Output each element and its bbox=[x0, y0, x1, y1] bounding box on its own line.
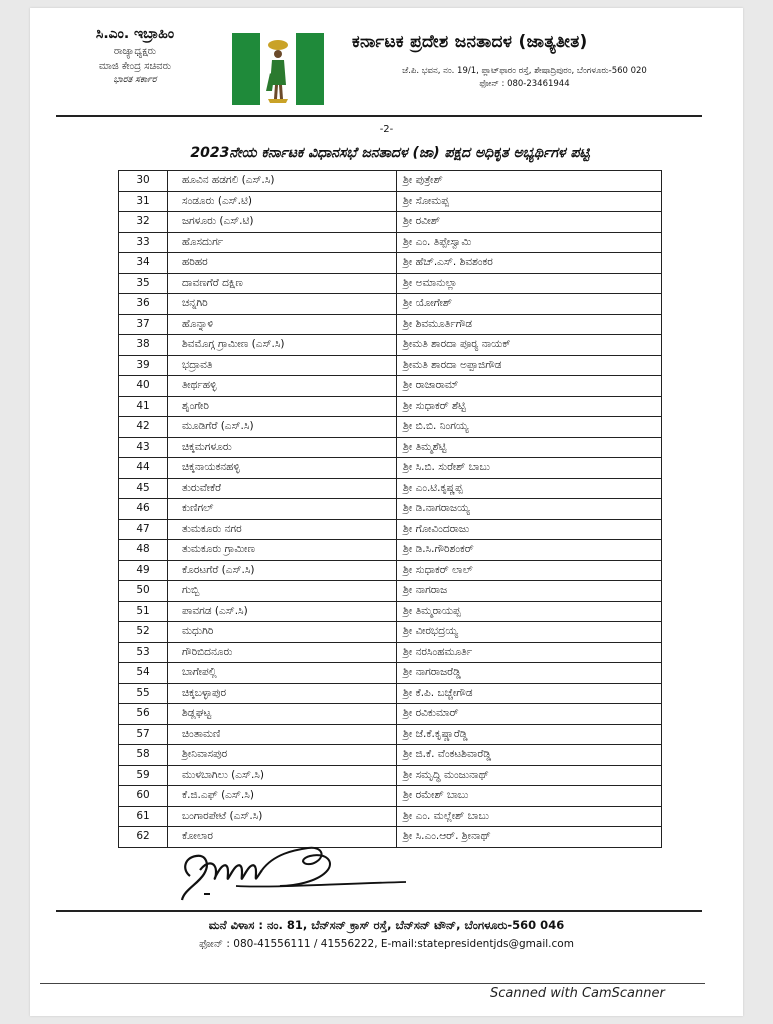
constituency-cell: ಸಂಡೂರು (ಎಸ್.ಟಿ) bbox=[168, 191, 397, 212]
footer-divider bbox=[56, 910, 702, 912]
constituency-cell: ಪಾವಗಡ (ಎಸ್.ಸಿ) bbox=[168, 601, 397, 622]
candidate-name-cell: ಶ್ರೀ ಸುಧಾಕರ್ ಶೆಟ್ಟಿ bbox=[397, 396, 662, 417]
candidate-name-cell: ಶ್ರೀ ತಿಮ್ಮಶೆಟ್ಟಿ bbox=[397, 437, 662, 458]
candidate-name-cell: ಶ್ರೀ ಹೆಚ್.ಎಸ್. ಶಿವಶಂಕರ bbox=[397, 253, 662, 274]
party-name: ಕರ್ನಾಟಕ ಪ್ರದೇಶ ಜನತಾದಳ (ಜಾತ್ಯತೀತ) bbox=[352, 32, 588, 52]
candidate-name-cell: ಶ್ರೀ ಸಿ.ಎಂ.ಆರ್. ಶ್ರೀನಾಥ್ bbox=[397, 827, 662, 848]
serial-number: 56 bbox=[119, 704, 168, 725]
table-row bbox=[119, 458, 662, 479]
candidate-name-cell: ಶ್ರೀ ರಮೇಶ್ ಬಾಬು bbox=[397, 786, 662, 807]
constituency-cell: ಭದ್ರಾವತಿ bbox=[168, 355, 397, 376]
constituency-cell: ಚಿಕ್ಕನಾಯಕನಹಳ್ಳಿ bbox=[168, 458, 397, 479]
former-minister: ಮಾಜಿ ಕೇಂದ್ರ ಸಚಿವರು bbox=[98, 61, 172, 72]
page-bottom-line bbox=[40, 983, 705, 984]
party-phone: ಫೋನ್ : 080-23461944 bbox=[479, 79, 570, 89]
serial-number: 48 bbox=[119, 540, 168, 561]
serial-number: 53 bbox=[119, 642, 168, 663]
constituency-cell: ಬಾಗೇಪಲ್ಲಿ bbox=[168, 663, 397, 684]
constituency-cell: ಕೊರಟಗೆರೆ (ಎಸ್.ಸಿ) bbox=[168, 560, 397, 581]
constituency-cell: ಶಿವಮೊಗ್ಗ ಗ್ರಾಮೀಣ (ಎಸ್.ಸಿ) bbox=[168, 335, 397, 356]
serial-number: 39 bbox=[119, 355, 168, 376]
table-row bbox=[119, 499, 662, 520]
table-row bbox=[119, 540, 662, 561]
constituency-cell: ಗೌರಿಬಿದನೂರು bbox=[168, 642, 397, 663]
constituency-cell: ಶಿಡ್ಲಘಟ್ಟ bbox=[168, 704, 397, 725]
letterhead-right bbox=[352, 32, 697, 89]
serial-number: 46 bbox=[119, 499, 168, 520]
header-divider bbox=[56, 115, 702, 117]
camscanner-watermark: Scanned with CamScanner bbox=[490, 986, 665, 1001]
constituency-cell: ಹೊನ್ನಾಳಿ bbox=[168, 314, 397, 335]
serial-number: 33 bbox=[119, 232, 168, 253]
table-row bbox=[119, 704, 662, 725]
table-row bbox=[119, 355, 662, 376]
serial-number: 36 bbox=[119, 294, 168, 315]
table-row bbox=[119, 642, 662, 663]
serial-number: 54 bbox=[119, 663, 168, 684]
constituency-cell: ತೀರ್ಥಹಳ್ಳಿ bbox=[168, 376, 397, 397]
serial-number: 44 bbox=[119, 458, 168, 479]
serial-number: 35 bbox=[119, 273, 168, 294]
candidate-name-cell: ಶ್ರೀಮತಿ ಶಾರದಾ ಅಪ್ಪಾಜಿಗೌಡ bbox=[397, 355, 662, 376]
government-of-india: ಭಾರತ ಸರ್ಕಾರ bbox=[113, 75, 157, 85]
candidate-name-cell: ಶ್ರೀ ಯೋಗೇಶ್ bbox=[397, 294, 662, 315]
constituency-cell: ಶೃಂಗೇರಿ bbox=[168, 396, 397, 417]
serial-number: 52 bbox=[119, 622, 168, 643]
constituency-cell: ಗುಬ್ಬಿ bbox=[168, 581, 397, 602]
table-row bbox=[119, 622, 662, 643]
table-row bbox=[119, 191, 662, 212]
serial-number: 51 bbox=[119, 601, 168, 622]
table-row bbox=[119, 478, 662, 499]
table-row bbox=[119, 745, 662, 766]
candidate-name-cell: ಶ್ರೀ ಸಿ.ಬಿ. ಸುರೇಶ್ ಬಾಬು bbox=[397, 458, 662, 479]
candidate-name-cell: ಶ್ರೀ ಜಿ.ಕೆ. ವೆಂಕಟಶಿವಾರೆಡ್ಡಿ bbox=[397, 745, 662, 766]
table-row bbox=[119, 376, 662, 397]
table-row bbox=[119, 581, 662, 602]
candidate-name-cell: ಶ್ರೀ ಗೋವಿಂದರಾಜು bbox=[397, 519, 662, 540]
constituency-cell: ಮುಳಬಾಗಿಲು (ಎಸ್.ಸಿ) bbox=[168, 765, 397, 786]
serial-number: 34 bbox=[119, 253, 168, 274]
constituency-cell: ಕೋಲಾರ bbox=[168, 827, 397, 848]
candidate-name-cell: ಶ್ರೀಮತಿ ಶಾರದಾ ಪೂರ್‍ಯ ನಾಯಕ್ bbox=[397, 335, 662, 356]
constituency-cell: ಹೊಸದುರ್ಗ bbox=[168, 232, 397, 253]
constituency-cell: ಹರಿಹರ bbox=[168, 253, 397, 274]
table-row bbox=[119, 273, 662, 294]
signature-icon bbox=[176, 842, 412, 908]
candidate-name-cell: ಶ್ರೀ ನಾಗರಾಜರೆಡ್ಡಿ bbox=[397, 663, 662, 684]
president-name: ಸಿ.ಎಂ. ಇಬ್ರಾಹಿಂ bbox=[95, 26, 175, 42]
serial-number: 32 bbox=[119, 212, 168, 233]
table-row bbox=[119, 212, 662, 233]
constituency-cell: ಮಧುಗಿರಿ bbox=[168, 622, 397, 643]
table-row bbox=[119, 396, 662, 417]
constituency-cell: ಶ್ರೀನಿವಾಸಪುರ bbox=[168, 745, 397, 766]
serial-number: 43 bbox=[119, 437, 168, 458]
candidate-name-cell: ಶ್ರೀ ಜೆ.ಕೆ.ಕೃಷ್ಣಾರೆಡ್ಡಿ bbox=[397, 724, 662, 745]
candidate-name-cell: ಶ್ರೀ ಪುತ್ರೇಶ್ bbox=[397, 171, 662, 192]
candidate-name-cell: ಶ್ರೀ ನರಸಿಂಹಮೂರ್ತಿ bbox=[397, 642, 662, 663]
serial-number: 62 bbox=[119, 827, 168, 848]
table-row bbox=[119, 417, 662, 438]
candidate-name-cell: ಶ್ರೀ ರಾಜಾರಾಮ್ bbox=[397, 376, 662, 397]
serial-number: 45 bbox=[119, 478, 168, 499]
serial-number: 57 bbox=[119, 724, 168, 745]
constituency-cell: ಕುಣಿಗಲ್ bbox=[168, 499, 397, 520]
table-row bbox=[119, 232, 662, 253]
candidate-name-cell: ಶ್ರೀ ಎಂ. ತಿಪ್ಪೇಸ್ವಾಮಿ bbox=[397, 232, 662, 253]
serial-number: 40 bbox=[119, 376, 168, 397]
candidate-name-cell: ಶ್ರೀ ಸುಧಾಕರ್ ಲಾಲ್ bbox=[397, 560, 662, 581]
serial-number: 38 bbox=[119, 335, 168, 356]
table-row bbox=[119, 601, 662, 622]
serial-number: 60 bbox=[119, 786, 168, 807]
candidate-name-cell: ಶ್ರೀ ಸೋಮಪ್ಪ bbox=[397, 191, 662, 212]
residence-address: ಮನೆ ವಿಳಾಸ : ನಂ. 81, ಬೆನ್‌ಸನ್ ಕ್ರಾಸ್ ರಸ್ತೆ, ಬೆನ್‌ಸನ್ ಟೌನ್, ಬೆಂಗಳೂರು-560 046 bbox=[208, 918, 565, 932]
candidate-name-cell: ಶ್ರೀ ವೀರಭದ್ರಯ್ಯ bbox=[397, 622, 662, 643]
serial-number: 41 bbox=[119, 396, 168, 417]
serial-number: 37 bbox=[119, 314, 168, 335]
candidate-name-cell: ಶ್ರೀ ಶಿವಮೂರ್ತಿಗೌಡ bbox=[397, 314, 662, 335]
constituency-cell: ಬಂಗಾರಪೇಟೆ (ಎಸ್.ಸಿ) bbox=[168, 806, 397, 827]
candidate-name-cell: ಶ್ರೀ ನಾಗರಾಜ bbox=[397, 581, 662, 602]
constituency-cell: ಹೂವಿನ ಹಡಗಲಿ (ಎಸ್.ಸಿ) bbox=[168, 171, 397, 192]
constituency-cell: ಕೆ.ಜಿ.ಎಫ್ (ಎಸ್.ಸಿ) bbox=[168, 786, 397, 807]
table-row bbox=[119, 294, 662, 315]
table-row bbox=[119, 786, 662, 807]
candidate-name-cell: ಶ್ರೀ ಎಂ.ಟಿ.ಕೃಷ್ಣಪ್ಪ bbox=[397, 478, 662, 499]
serial-number: 42 bbox=[119, 417, 168, 438]
document-title: 2023ನೇಯ ಕರ್ನಾಟಕ ವಿಧಾನಸಭೆ ಜನತಾದಳ (ಜಾ) ಪಕ್ಷದ ಅಧಿಕೃತ ಅಭ್ಯರ್ಥಿಗಳ ಪಟ್ಟಿ bbox=[190, 145, 590, 161]
candidate-name-cell: ಶ್ರೀ ಡಿ.ನಾಗರಾಜಯ್ಯ bbox=[397, 499, 662, 520]
party-address: ಜೆ.ಪಿ. ಭವನ, ನಂ. 19/1, ಪ್ಲಾಟ್‌ಫಾರಂ ರಸ್ತೆ, ಶೇಷಾದ್ರಿಪುರಂ, ಬೆಂಗಳೂರು-560 020 bbox=[402, 66, 647, 76]
serial-number: 59 bbox=[119, 765, 168, 786]
constituency-cell: ಜಗಳೂರು (ಎಸ್.ಟಿ) bbox=[168, 212, 397, 233]
table-row bbox=[119, 560, 662, 581]
table-row bbox=[119, 314, 662, 335]
table-row bbox=[119, 437, 662, 458]
table-row bbox=[119, 335, 662, 356]
table-row bbox=[119, 724, 662, 745]
table-row bbox=[119, 683, 662, 704]
table-row bbox=[119, 765, 662, 786]
candidate-name-cell: ಶ್ರೀ ರವೀಶ್ bbox=[397, 212, 662, 233]
table-row bbox=[119, 663, 662, 684]
president-role: ರಾಜ್ಯಾಧ್ಯಕ್ಷರು bbox=[113, 46, 157, 57]
constituency-cell: ಚಿಕ್ಕಬಳ್ಳಾಪುರ bbox=[168, 683, 397, 704]
serial-number: 50 bbox=[119, 581, 168, 602]
party-flag-emblem-icon bbox=[232, 33, 324, 105]
constituency-cell: ಮೂಡಿಗೆರೆ (ಎಸ್.ಸಿ) bbox=[168, 417, 397, 438]
candidate-name-cell: ಶ್ರೀ ಸಮೃದ್ಧಿ ಮಂಜುನಾಥ್ bbox=[397, 765, 662, 786]
letterhead-left bbox=[60, 26, 210, 85]
serial-number: 30 bbox=[119, 171, 168, 192]
constituency-cell: ತುಮಕೂರು ಗ್ರಾಮೀಣ bbox=[168, 540, 397, 561]
serial-number: 61 bbox=[119, 806, 168, 827]
candidate-name-cell: ಶ್ರೀ ತಿಮ್ಮರಾಯಪ್ಪ bbox=[397, 601, 662, 622]
candidate-name-cell: ಶ್ರೀ ಕೆ.ಪಿ. ಬಚ್ಚೇಗೌಡ bbox=[397, 683, 662, 704]
constituency-cell: ತುರುವೇಕೆರೆ bbox=[168, 478, 397, 499]
serial-number: 58 bbox=[119, 745, 168, 766]
serial-number: 47 bbox=[119, 519, 168, 540]
candidate-name-cell: ಶ್ರೀ ಅಮಾನುಲ್ಲಾ bbox=[397, 273, 662, 294]
contact-details: ಫೋನ್ : 080-41556111 / 41556222, E-mail:statepresidentjds@gmail.com bbox=[199, 938, 574, 950]
constituency-cell: ಚಿಂತಾಮಣಿ bbox=[168, 724, 397, 745]
serial-number: 55 bbox=[119, 683, 168, 704]
candidate-name-cell: ಶ್ರೀ ಎಂ. ಮಲ್ಲೇಶ್ ಬಾಬು bbox=[397, 806, 662, 827]
constituency-cell: ಚನ್ನಗಿರಿ bbox=[168, 294, 397, 315]
table-row bbox=[119, 806, 662, 827]
candidate-name-cell: ಶ್ರೀ ಡಿ.ಸಿ.ಗೌರಿಶಂಕರ್ bbox=[397, 540, 662, 561]
serial-number: 31 bbox=[119, 191, 168, 212]
serial-number: 49 bbox=[119, 560, 168, 581]
table-row bbox=[119, 171, 662, 192]
constituency-cell: ದಾವಣಗೆರೆ ದಕ್ಷಿಣ bbox=[168, 273, 397, 294]
table-row bbox=[119, 519, 662, 540]
candidate-table bbox=[118, 170, 662, 848]
table-row bbox=[119, 253, 662, 274]
page-number: -2- bbox=[379, 124, 394, 135]
constituency-cell: ಚಿಕ್ಕಮಗಳೂರು bbox=[168, 437, 397, 458]
candidate-name-cell: ಶ್ರೀ ಬಿ.ಬಿ. ನಿಂಗಯ್ಯ bbox=[397, 417, 662, 438]
candidate-name-cell: ಶ್ರೀ ರವಿಕುಮಾರ್ bbox=[397, 704, 662, 725]
constituency-cell: ತುಮಕೂರು ನಗರ bbox=[168, 519, 397, 540]
